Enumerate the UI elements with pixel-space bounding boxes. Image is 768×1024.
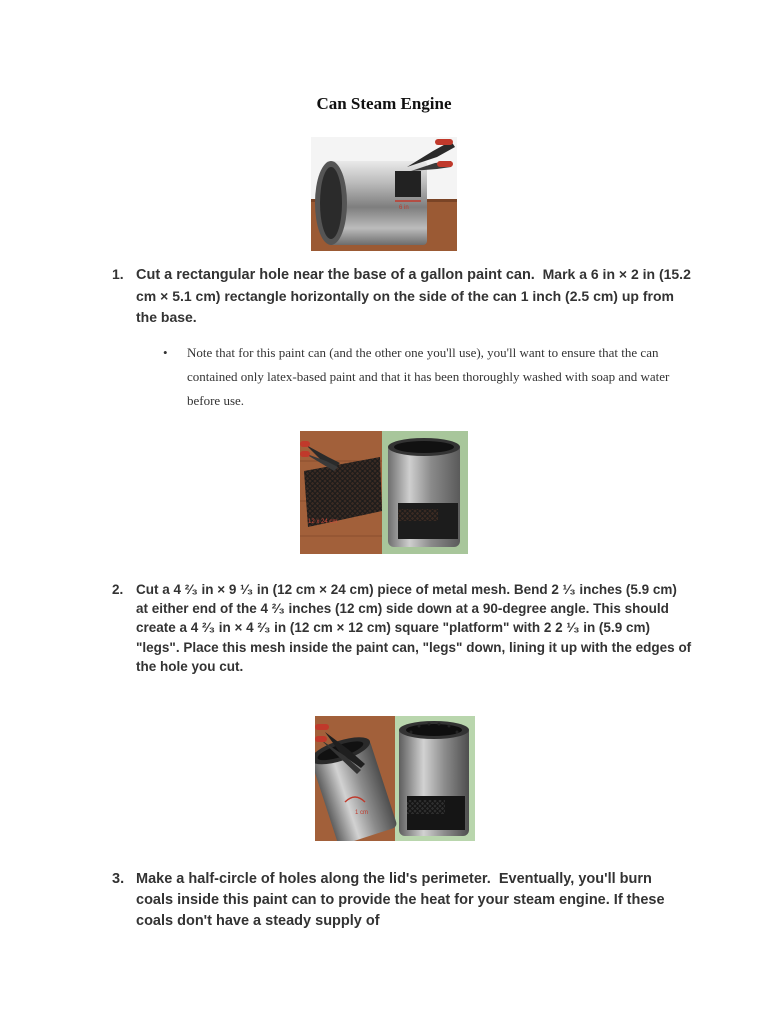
step-heading: Cut a rectangular hole near the base of a gallon paint can. [136,267,535,283]
figure-cut-mesh-illustration [300,431,468,554]
figure-cut-mesh [300,431,468,554]
step-1 [112,264,692,328]
step-number: 2. [112,582,124,597]
figure-cut-hole [311,137,457,251]
step-1-note [163,341,683,413]
figure-label: 1 cm [355,810,369,816]
page-title: Can Steam Engine [316,94,452,113]
step-number: 1. [112,266,124,282]
figure-label: 6 in [399,205,409,211]
step-2 [112,580,692,676]
step-text: Mark a 6 in × 2 in (15.2 cm × 5.1 cm) rectangle horizontally on the side of the can 1 inch (2.5 cm) up from the base. [136,266,691,325]
step-text: Cut a 4 ²⁄₃ in × 9 ¹⁄₃ in (12 cm × 24 cm) piece of metal mesh. Bend 2 ¹⁄₃ inches (5.9 cm) at either end of the 4 ²⁄₃ inches (12 cm) side down at a 90-degree angle. This should create a 4 ²⁄₃ in × 4 ²⁄₃ in (12 cm × 12 cm) square "platform" with 2 2 ¹⁄₃ in (5.9 cm) "legs". Place this mesh inside the paint can, "legs" down, lining it up with the edges of the hole you cut. [136,582,692,674]
step-text: Eventually, you'll burn coals inside this paint can to provide the heat for your steam engine. If these coals don't have a steady supply of [136,871,665,929]
figure-lid-holes-illustration [315,716,475,841]
step-3 [112,869,692,932]
step-heading: Make a half-circle of holes along the lid's perimeter. [136,871,491,887]
figure-cut-hole-illustration [311,137,457,251]
step-number: 3. [112,871,125,887]
bullet-icon: • [163,345,168,360]
figure-label: 12 x 24 cm [308,519,338,525]
note-text: Note that for this paint can (and the other one you'll use), you'll want to ensure that the can contained only latex-based paint and that it has been thoroughly washed with soap and water before use. [187,345,670,408]
figure-lid-holes [315,716,475,841]
